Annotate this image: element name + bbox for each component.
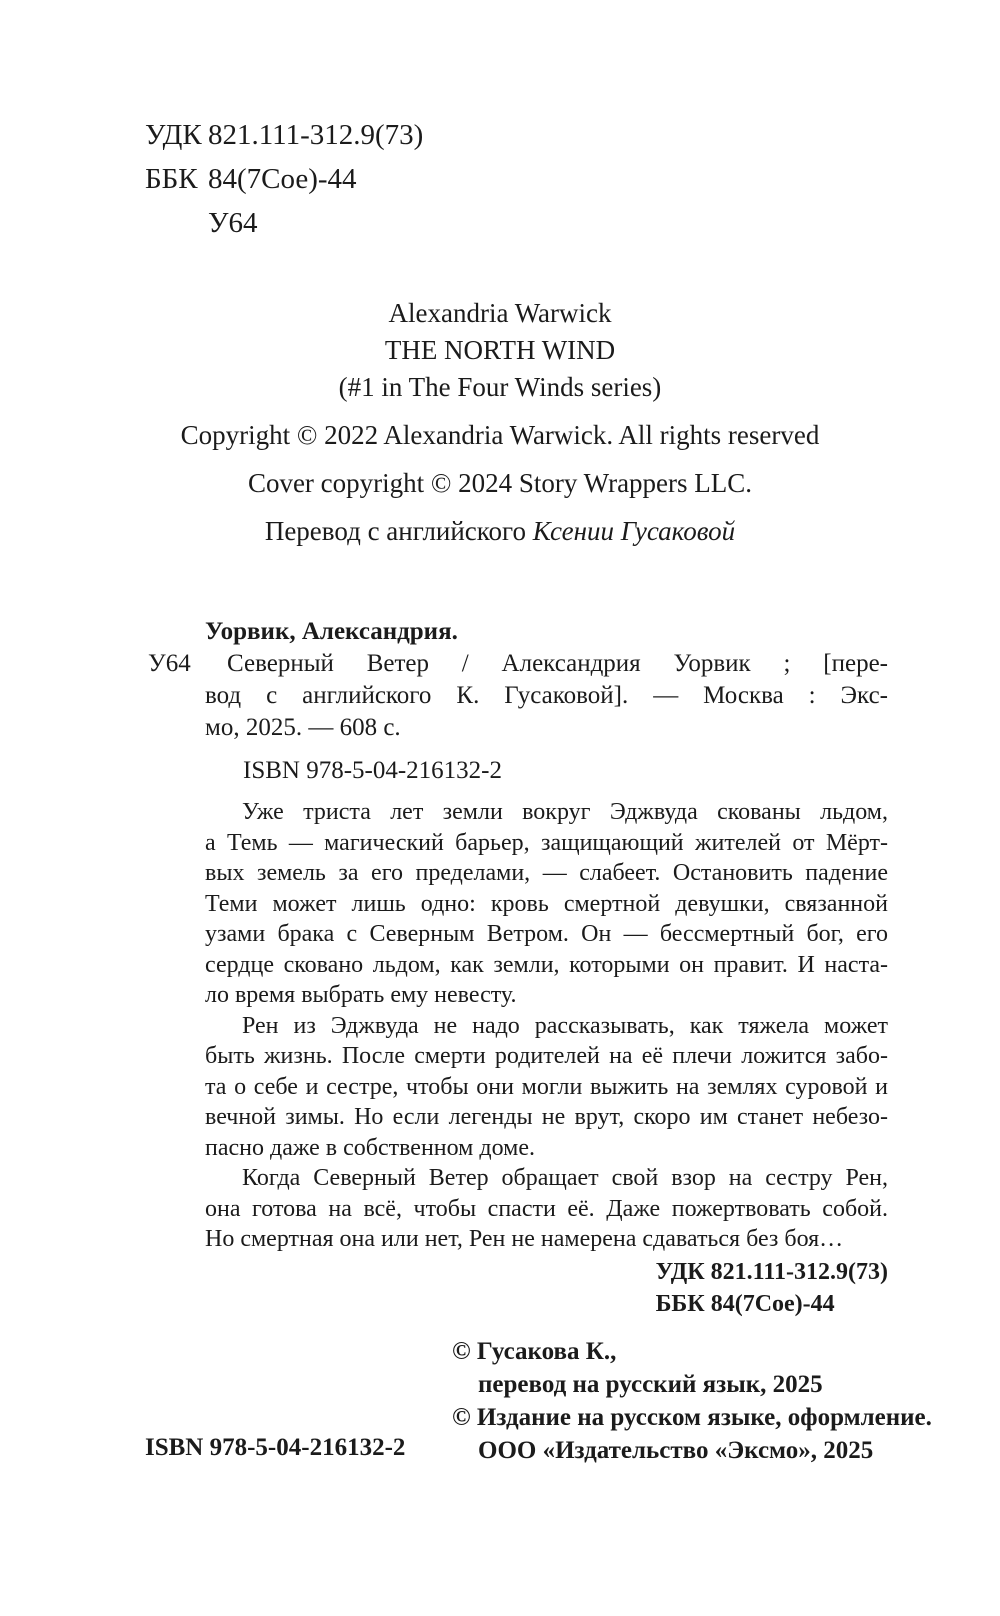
annotation-line: она готова на всё, чтобы спасти её. Даже пожертвовать собой. — [205, 1195, 888, 1222]
annotation-line: узами брака с Северным Ветром. Он — бессмертный бог, его — [205, 921, 888, 947]
translation-line — [0, 513, 1000, 550]
annotation-line: вечной зимы. Но если легенды не врут, скоро им станет небезо- — [205, 1104, 888, 1130]
annotation-line: Теми может лишь одно: кровь смертной девушки, связанной — [205, 890, 888, 917]
copyright-line: Copyright © 2022 Alexandria Warwick. All rights reserved — [180, 420, 820, 450]
udk-label: УДК — [145, 119, 202, 151]
original-title: THE NORTH WIND — [384, 335, 616, 365]
author-code-spacer — [145, 201, 208, 245]
bbk-right: ББК 84(7Сое)-44 — [655, 1291, 835, 1317]
copyright-translator-cont: перевод на русский язык, 2025 — [478, 1371, 823, 1398]
translation-prefix: Перевод с английского — [264, 516, 526, 546]
annotation-line: сердце сковано льдом, как земли, которыми он правит. И наста- — [205, 951, 888, 978]
copyright-publisher-line: © Издание на русском языке, оформление. — [452, 1404, 932, 1431]
annotation-line: Рен из Эджвуда не надо рассказывать, как тяжела может — [242, 1012, 888, 1039]
bottom-copyright-block — [452, 1335, 932, 1467]
udk-row — [145, 113, 423, 157]
bbk-value: 84(7Сое)-44 — [208, 163, 357, 195]
top-cataloguing-codes — [145, 113, 423, 245]
author-code: У64 — [208, 207, 258, 239]
original-author: Alexandria Warwick — [388, 298, 612, 328]
biblio-author-code: У64 — [148, 650, 191, 677]
copyright-translator-line: © Гусакова К., — [452, 1338, 617, 1365]
annotation-line: Но смертная она или нет, Рен не намерена сдаваться без боя… — [205, 1226, 844, 1252]
udk-value: 821.111-312.9(73) — [208, 119, 424, 151]
bibliographic-record — [148, 616, 888, 744]
translator-name: Ксении Гусаковой — [532, 516, 736, 546]
bbk-row — [145, 157, 423, 201]
author-code-row — [145, 201, 423, 245]
udk-right: УДК 821.111-312.9(73) — [655, 1259, 888, 1285]
codes-right-block — [0, 1256, 888, 1320]
annotation-line: Уже триста лет земли вокруг Эджвуда скованы льдом, — [242, 799, 888, 825]
annotation-line: та о себе и сестре, чтобы они могли выжить на землях суровой и — [205, 1073, 888, 1100]
isbn-top: ISBN 978-5-04-216132-2 — [243, 757, 503, 784]
annotation-line: быть жизнь. После смерти родителей на её плечи ложится забо- — [205, 1043, 888, 1069]
biblio-header: Уорвик, Александрия. — [205, 618, 458, 645]
isbn-bottom: ISBN 978-5-04-216132-2 — [145, 1434, 406, 1461]
annotation-line: пасно даже в собственном доме. — [205, 1134, 535, 1161]
copyright-publisher-cont: ООО «Издательство «Эксмо», 2025 — [478, 1437, 874, 1464]
annotation-line: Когда Северный Ветер обращает свой взор на сестру Рен, — [242, 1165, 888, 1191]
annotation-line: ло время выбрать ему невесту. — [205, 982, 517, 1008]
annotation-line: а Темь — магический барьер, защищающий жителей от Мёрт- — [205, 829, 888, 856]
bbk-label: ББК — [145, 163, 198, 195]
annotation-block — [205, 797, 888, 1255]
title-copyright-block — [0, 295, 1000, 550]
cover-copyright-line: Cover copyright © 2024 Story Wrappers LLC. — [247, 468, 753, 498]
codes-right-inner — [656, 1256, 888, 1320]
series-note: (#1 in The Four Winds series) — [338, 372, 662, 402]
biblio-line: вод с английского К. Гусаковой]. — Москва : Экс- — [205, 682, 888, 709]
annotation-line: вых земель за его пределами, — слабеет. Остановить падение — [205, 860, 888, 886]
biblio-line: мо, 2025. — 608 с. — [205, 714, 401, 741]
biblio-line: Северный Ветер / Александрия Уорвик ; [пере- — [227, 650, 888, 677]
